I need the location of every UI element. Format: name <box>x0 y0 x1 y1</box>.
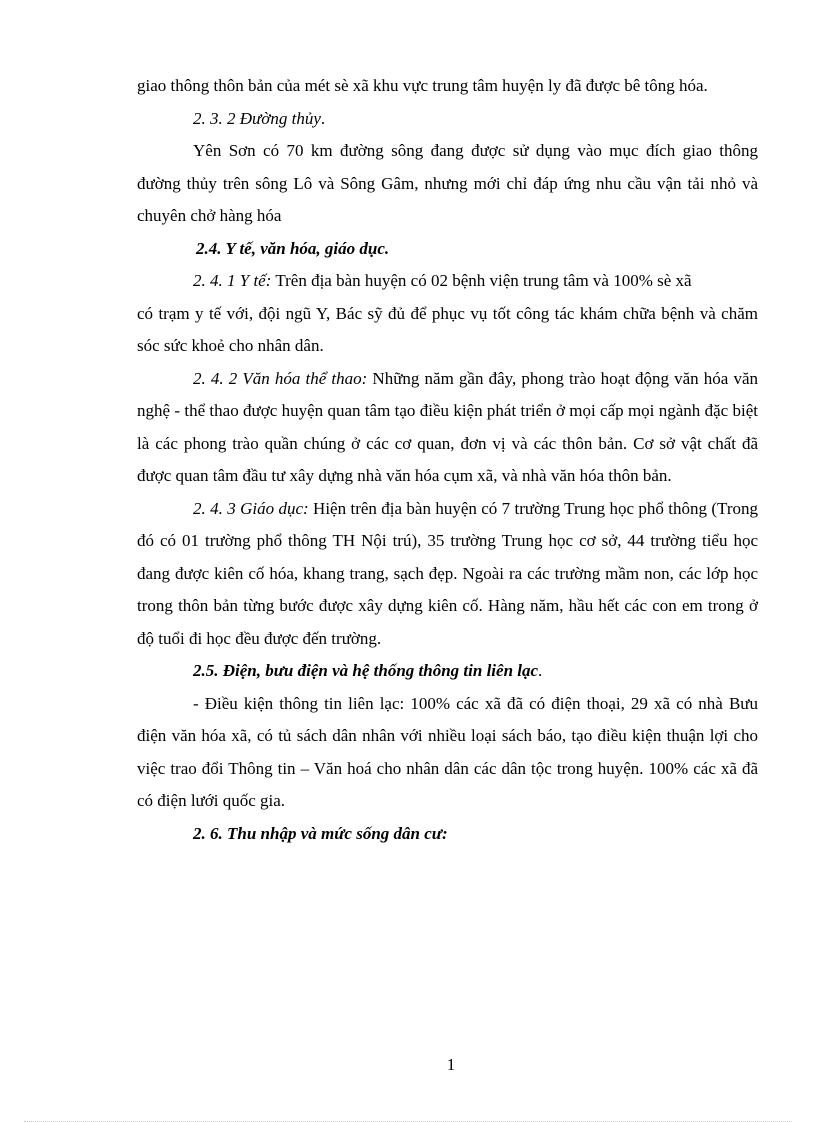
heading-2-5-title: 2.5. Điện, bưu điện và hệ thống thông tin liên lạc <box>193 661 539 680</box>
heading-2-4-2: 2. 4. 2 Văn hóa thể thao: <box>193 368 368 388</box>
paragraph-health-1 <box>137 265 758 298</box>
heading-2-4-1: 2. 4. 1 Y tế: <box>193 271 272 290</box>
paragraph-culture <box>137 363 758 493</box>
heading-2-3-2-title: 2. 3. 2 Đường thủy <box>193 108 321 128</box>
heading-2-4 <box>137 233 758 266</box>
heading-2-5 <box>137 655 758 688</box>
page-number: 1 <box>446 1055 456 1074</box>
paragraph-health-text: Trên địa bàn huyện có 02 bệnh viện trung tâm và 100% sè xã <box>271 271 692 290</box>
paragraph-education-text: Hiện trên địa bàn huyện có 7 trường Trung học phổ thông (Trong đó có 01 trường phổ thông TH Nội trú), 35 trường Trung học cơ sở, 44 trường tiểu học đang được kiên cố hóa, khang trang, sạch đẹp. Ngoài ra các trường mầm non, các lớp học trong thôn bản từng bước được xây dựng kiên cố. Hàng năm, hầu hết các con em trong ở độ tuổi đi học đều được đến trường. <box>137 498 758 648</box>
paragraph-health-2: có trạm y tế với, đội ngũ Y, Bác sỹ đủ để phục vụ tốt công tác khám chữa bệnh và chăm sóc sức khoẻ cho nhân dân. <box>137 303 758 355</box>
paragraph-waterway: Yên Sơn có 70 km đường sông đang được sử dụng vào mục đích giao thông đường thủy trên sông Lô và Sông Gâm, nhưng mới chỉ đáp ứng nhu cầu vận tải nhỏ và chuyên chở hàng hóa <box>137 141 758 225</box>
heading-2-3-2 <box>137 103 758 136</box>
paragraph-communication: - Điều kiện thông tin liên lạc: 100% các xã đã có điện thoại, 29 xã có nhà Bưu điện văn hóa xã, có tủ sách dân nhân với nhiều loại sách báo, tạo điều kiện thuận lợi cho việc trao đổi Thông tin – Văn hoá cho nhân dân các dân tộc trong huyện. 100% các xã đã có điện lưới quốc gia. <box>137 693 758 810</box>
heading-2-4-title: 2.4. Y tế, văn hóa, giáo dục. <box>196 238 390 258</box>
paragraph-education <box>137 493 758 656</box>
page-bottom-divider <box>24 1121 792 1122</box>
heading-2-4-3: 2. 4. 3 Giáo dục: <box>193 498 309 518</box>
page-content <box>137 70 758 850</box>
heading-2-6-title: 2. 6. Thu nhập và mức sống dân cư: <box>193 823 448 843</box>
heading-2-6 <box>137 818 758 851</box>
heading-2-3-2-period: . <box>320 108 326 128</box>
paragraph-culture-text: Những năm gần đây, phong trào hoạt động văn hóa văn nghệ - thể thao được huyện quan tâm tạo điều kiện phát triển ở mọi cấp mọi ngành đặc biệt là các phong trào quần chúng ở các cơ quan, đơn vị và các thôn bản. Cơ sở vật chất đã được quan tâm đầu tư xây dựng nhà văn hóa cụm xã, và nhà văn hóa thôn bản. <box>137 368 758 485</box>
paragraph-transport-road-end: giao thông thôn bản của mét sè xã khu vực trung tâm huyện ly đã được bê tông hóa. <box>137 76 708 95</box>
heading-2-5-period: . <box>538 661 543 680</box>
